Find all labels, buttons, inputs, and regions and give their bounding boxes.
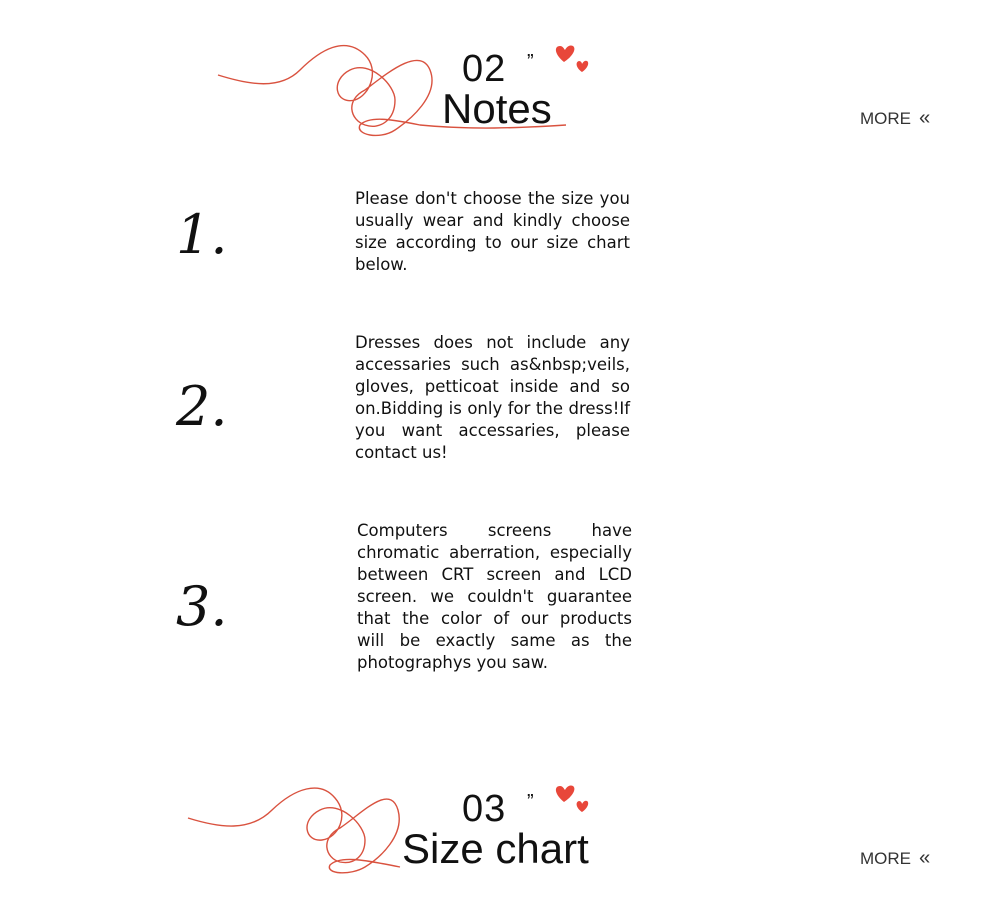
quote-mark: ” <box>527 791 534 813</box>
section-title: Size chart <box>402 825 589 872</box>
hearts-icon <box>552 42 592 76</box>
section-header-notes <box>0 30 1000 160</box>
hearts-icon <box>552 782 592 816</box>
note-text: Dresses does not include any accessaries such as&nbsp;veils, gloves, petticoat inside and so on.Bidding is only for the dress!If you want accessaries, please contact us! <box>355 333 630 462</box>
double-chevron-left-icon: ‹‹ <box>919 107 929 129</box>
note-number: 1. <box>176 203 228 266</box>
section-number: 02 <box>462 48 507 90</box>
note-number: 2. <box>176 375 228 438</box>
double-chevron-left-icon: ‹‹ <box>919 847 929 869</box>
more-link[interactable] <box>860 107 928 130</box>
more-label: MORE <box>860 108 911 128</box>
note-text: Computers screens have chromatic aberration, especially between CRT screen and LCD screen. we couldn't guarantee that the color of our products will be exactly same as the photographys you saw. <box>357 521 632 672</box>
section-header-size-chart <box>0 770 1000 900</box>
more-label: MORE <box>860 848 911 868</box>
note-text: Please don't choose the size you usually wear and kindly choose size according to our size chart below. <box>355 189 630 274</box>
note-number: 3. <box>176 575 228 638</box>
quote-mark: ” <box>527 51 534 73</box>
section-title: Notes <box>442 85 552 132</box>
section-number: 03 <box>462 788 507 830</box>
